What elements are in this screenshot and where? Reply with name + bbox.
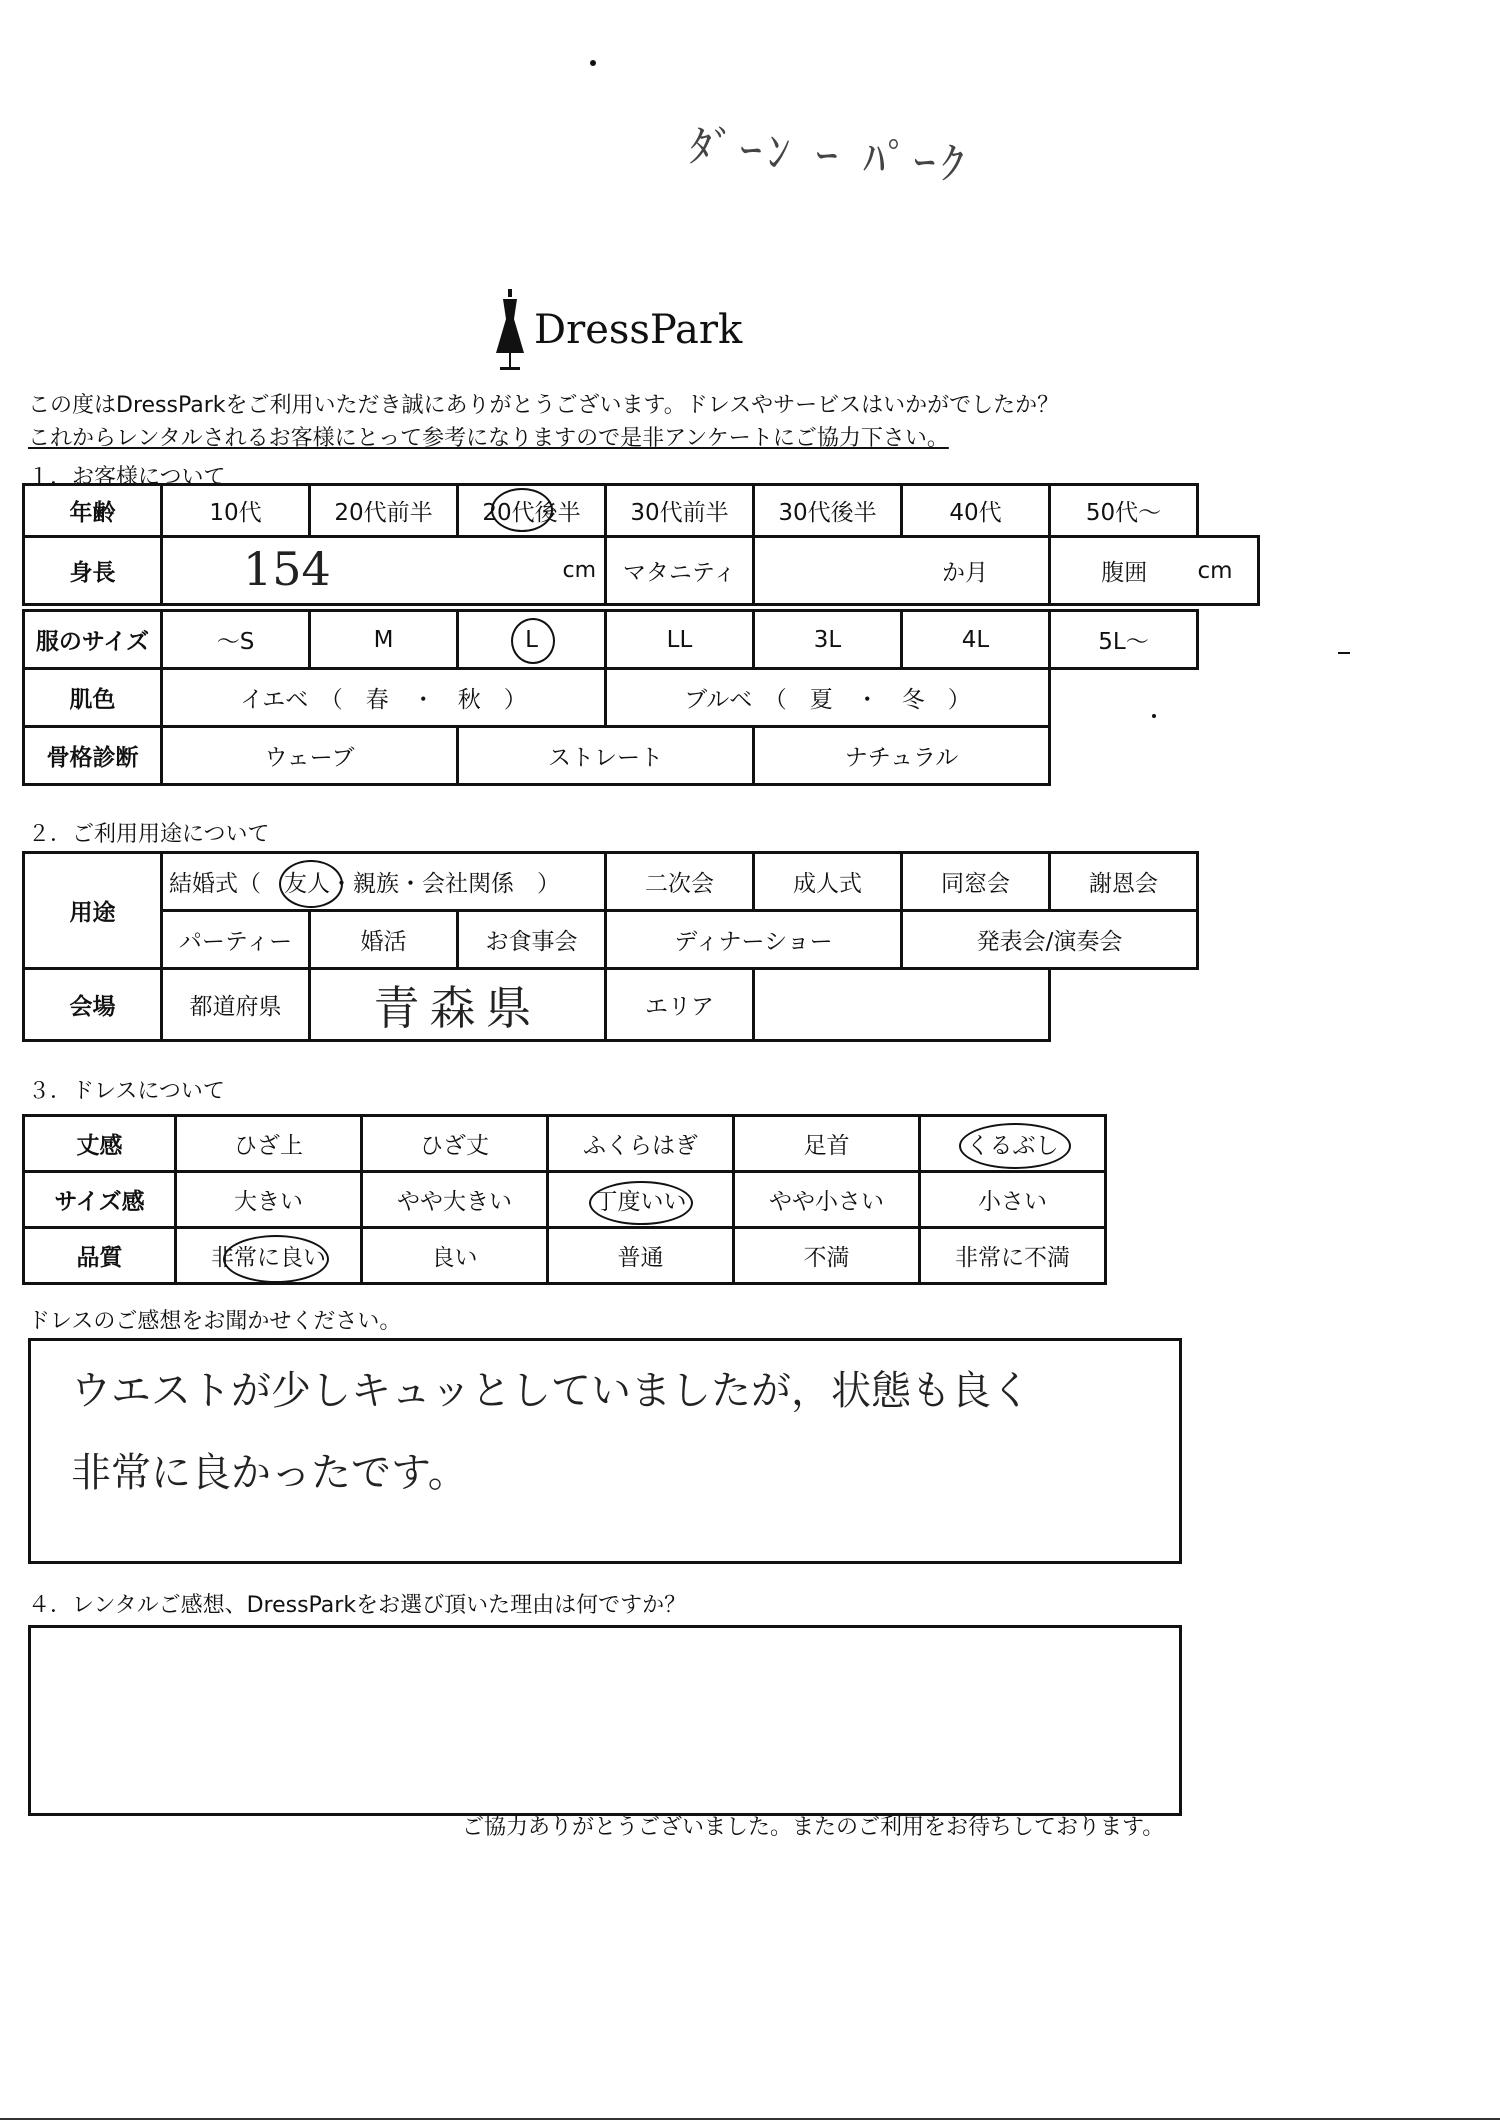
quality-label: 品質	[24, 1228, 176, 1284]
length-label: 丈感	[24, 1116, 176, 1172]
maternity-label: マタニティ	[606, 537, 754, 605]
speck	[1152, 714, 1156, 718]
intro-line-1: この度はDressParkをご利用いただき誠にありがとうございます。ドレスやサービスはいかがでしたか？	[28, 393, 1060, 418]
quality-option[interactable]: 非常に不満	[920, 1228, 1106, 1284]
length-option[interactable]: ひざ上	[176, 1116, 362, 1172]
dress-table	[22, 1114, 1107, 1285]
page-bottom-rule	[0, 2118, 1500, 2120]
age-option[interactable]: 10代	[162, 485, 310, 537]
waist-field[interactable]: cm	[1198, 537, 1259, 605]
prefecture-label: 都道府県	[162, 969, 310, 1041]
size-option[interactable]: ～S	[162, 611, 310, 669]
venue-label: 会場	[24, 969, 162, 1041]
dress-mannequin-icon	[490, 285, 530, 375]
purpose-option[interactable]: パーティー	[162, 911, 310, 969]
speck	[1338, 652, 1350, 654]
purpose-option[interactable]: 二次会	[606, 853, 754, 911]
skin-label: 肌色	[24, 669, 162, 727]
quality-option[interactable]: 不満	[734, 1228, 920, 1284]
purpose-option[interactable]: 同窓会	[902, 853, 1050, 911]
quality-option[interactable]: 普通	[548, 1228, 734, 1284]
age-option[interactable]: 50代～	[1050, 485, 1198, 537]
customer-table	[22, 483, 1260, 606]
logo-text: DressPark	[534, 307, 743, 353]
quality-option-selected[interactable]: 非常に良い	[176, 1228, 362, 1284]
dresspark-logo	[490, 285, 750, 375]
section-1-title: １．お客様について	[28, 465, 226, 490]
size-option[interactable]: 4L	[902, 611, 1050, 669]
fit-label: サイズ感	[24, 1172, 176, 1228]
age-option[interactable]: 30代後半	[754, 485, 902, 537]
prefecture-field[interactable]: 青森県	[310, 969, 606, 1041]
purpose-option[interactable]: 謝恩会	[1050, 853, 1198, 911]
fit-option[interactable]: 小さい	[920, 1172, 1106, 1228]
height-unit: cm	[562, 558, 596, 583]
length-option[interactable]: 足首	[734, 1116, 920, 1172]
area-label: エリア	[606, 969, 754, 1041]
area-field[interactable]	[754, 969, 1050, 1041]
height-field[interactable]	[162, 537, 606, 605]
maternity-month[interactable]: か月	[754, 537, 1050, 605]
skin-yellow-base[interactable]: イエベ （ 春 ・ 秋 ）	[162, 669, 606, 727]
size-option[interactable]: LL	[606, 611, 754, 669]
purpose-option[interactable]: 婚活	[310, 911, 458, 969]
impressions-prompt: ドレスのご感想をお聞かせください。	[28, 1309, 402, 1334]
frame-option[interactable]: ウェーブ	[162, 727, 458, 785]
size-label: 服のサイズ	[24, 611, 162, 669]
impressions-line-2: 非常に良かったです。	[71, 1450, 468, 1496]
frame-label: 骨格診断	[24, 727, 162, 785]
height-value: 154	[243, 542, 331, 596]
fit-option[interactable]: 大きい	[176, 1172, 362, 1228]
fit-option[interactable]: やや小さい	[734, 1172, 920, 1228]
frame-option[interactable]: ナチュラル	[754, 727, 1050, 785]
purpose-option[interactable]: ディナーショー	[606, 911, 902, 969]
size-option[interactable]: 5L～	[1050, 611, 1198, 669]
length-option-selected[interactable]: くるぶし	[920, 1116, 1106, 1172]
waist-label: 腹囲	[1050, 537, 1198, 605]
section-2-title: ２．ご利用用途について	[28, 822, 270, 847]
length-option[interactable]: ふくらはぎ	[548, 1116, 734, 1172]
impressions-answer-box[interactable]	[28, 1338, 1182, 1564]
purpose-option[interactable]: お食事会	[458, 911, 606, 969]
reason-answer-box[interactable]	[28, 1625, 1182, 1816]
fit-option-selected[interactable]: 丁度いい	[548, 1172, 734, 1228]
size-table	[22, 609, 1199, 786]
size-option[interactable]: 3L	[754, 611, 902, 669]
wedding-option[interactable]: 結婚式（ 友人・親族・会社関係 ）	[162, 853, 606, 911]
quality-option[interactable]: 良い	[362, 1228, 548, 1284]
age-option[interactable]: 40代	[902, 485, 1050, 537]
impressions-line-1: ウエストが少しキュッとしていましたが，状態も良く	[71, 1368, 1031, 1414]
purpose-option[interactable]: 成人式	[754, 853, 902, 911]
age-option-selected[interactable]: 20代後半	[458, 485, 606, 537]
height-label: 身長	[24, 537, 162, 605]
section-4-title: ４．レンタルご感想、DressParkをお選び頂いた理由は何ですか？	[28, 1593, 687, 1618]
purpose-table	[22, 851, 1199, 1042]
handwritten-header: ﾀﾞｰﾝ ｰ ﾊﾟｰｸ	[688, 121, 972, 192]
speck	[590, 60, 596, 66]
closing-message: ご協力ありがとうございました。またのご利用をお待ちしております。	[462, 1815, 1165, 1840]
age-label: 年齢	[24, 485, 162, 537]
size-option-selected[interactable]: L	[458, 611, 606, 669]
frame-option[interactable]: ストレート	[458, 727, 754, 785]
age-option[interactable]: 30代前半	[606, 485, 754, 537]
purpose-label: 用途	[24, 853, 162, 969]
age-option[interactable]: 20代前半	[310, 485, 458, 537]
intro-line-2: これからレンタルされるお客様にとって参考になりますので是非アンケートにご協力下さい。	[28, 426, 949, 451]
purpose-option[interactable]: 発表会/演奏会	[902, 911, 1198, 969]
length-option[interactable]: ひざ丈	[362, 1116, 548, 1172]
fit-option[interactable]: やや大きい	[362, 1172, 548, 1228]
size-option[interactable]: M	[310, 611, 458, 669]
skin-blue-base[interactable]: ブルベ （ 夏 ・ 冬 ）	[606, 669, 1050, 727]
section-3-title: ３．ドレスについて	[28, 1079, 225, 1104]
